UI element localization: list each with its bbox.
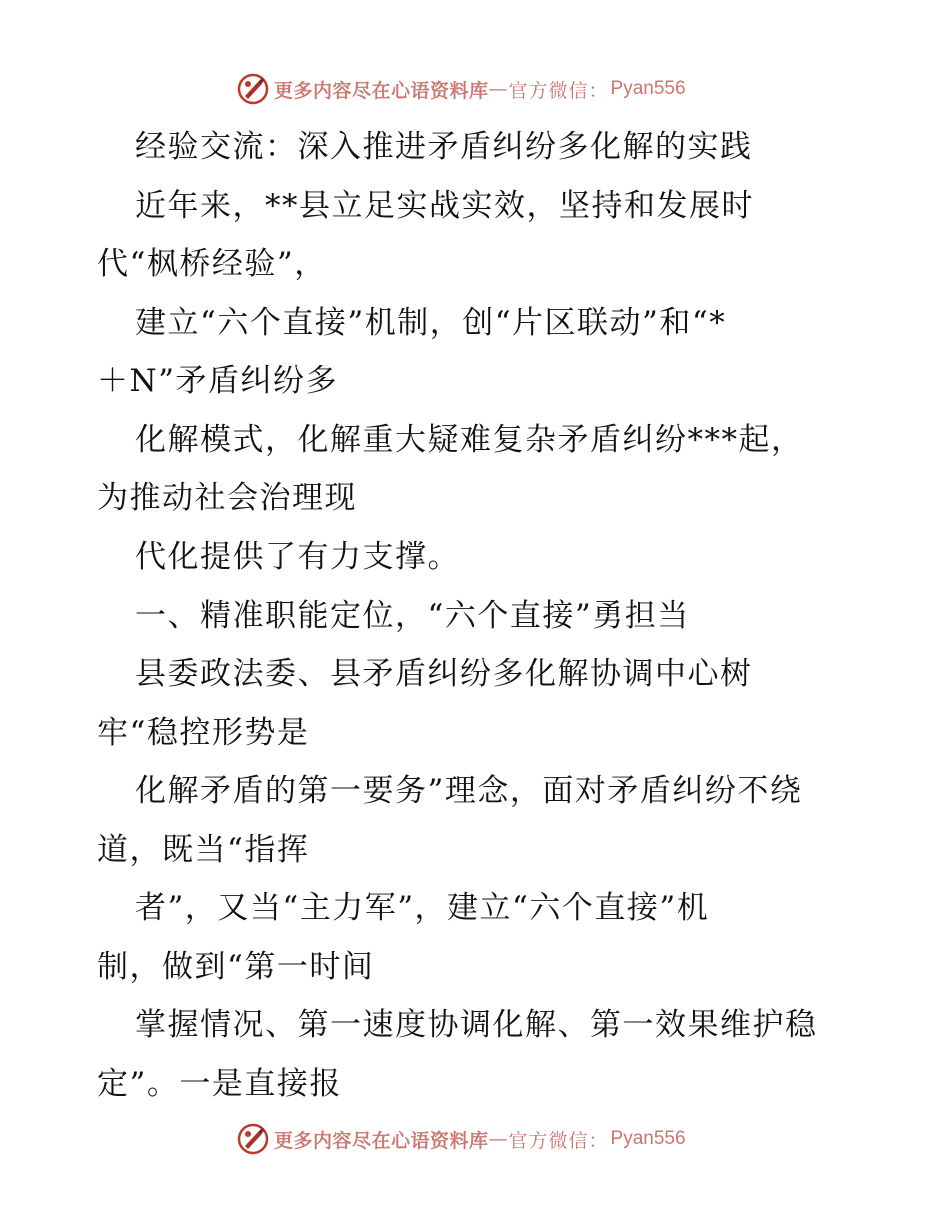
text-line: 县委政法委、县矛盾纠纷多化解协调中心树	[135, 656, 753, 692]
text-line: ＋N”矛盾纠纷多	[97, 363, 338, 399]
text-line: 定”。一是直接报	[97, 1066, 342, 1102]
brand-logo-icon	[236, 1122, 270, 1156]
text-line: 建立“六个直接”机制，创“片区联动”和“*	[135, 305, 727, 341]
text-line: 代化提供了有力支撑。	[135, 539, 460, 575]
header-banner-wechat-id: Pyan556	[610, 78, 686, 99]
footer-banner-dash: —	[488, 1128, 509, 1150]
text-line: 道，既当“指挥	[97, 832, 310, 868]
document-title: 经验交流：深入推进矛盾纠纷多化解的实践	[135, 129, 753, 165]
header-banner-dash: —	[488, 78, 509, 100]
header-banner-title: 更多内容尽在心语资料库	[274, 79, 489, 102]
footer-banner-subtitle: 官方微信：	[508, 1129, 609, 1152]
text-line: 为推动社会治理现	[97, 480, 357, 516]
footer-banner-title: 更多内容尽在心语资料库	[274, 1129, 489, 1152]
footer-banner	[236, 1122, 686, 1156]
section-heading: 一、精准职能定位，“六个直接”勇担当	[135, 598, 690, 634]
text-line: 牢“稳控形势是	[97, 715, 310, 751]
header-banner-subtitle: 官方微信：	[508, 79, 609, 102]
footer-banner-wechat-id: Pyan556	[610, 1128, 686, 1149]
text-line: 代“枫桥经验”，	[97, 246, 327, 282]
text-line: 者”，又当“主力军”，建立“六个直接”机	[135, 890, 710, 926]
text-line: 制，做到“第一时间	[97, 949, 375, 985]
text-line: 掌握情况、第一速度协调化解、第一效果维护稳	[135, 1007, 818, 1043]
text-line: 近年来，**县立足实战实效，坚持和发展时	[135, 188, 754, 224]
text-line: 化解矛盾的第一要务”理念，面对矛盾纠纷不绕	[135, 773, 803, 809]
text-line: 化解模式，化解重大疑难复杂矛盾纠纷***起，	[135, 422, 804, 458]
